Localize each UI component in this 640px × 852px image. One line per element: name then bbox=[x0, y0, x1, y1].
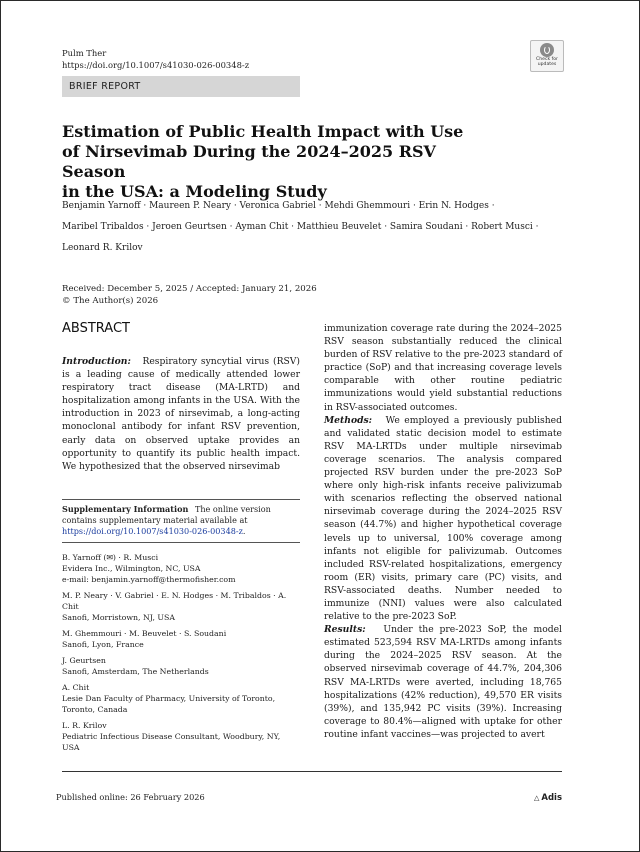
supplementary-info bbox=[62, 499, 300, 543]
methods-label: Methods bbox=[324, 414, 369, 426]
supplementary-text: The online version contains supplementary material available at bbox=[62, 504, 271, 525]
author-line: Leonard R. Krilov bbox=[62, 243, 143, 253]
journal-header bbox=[62, 47, 249, 71]
abstract-right-column bbox=[324, 322, 562, 741]
published-online: Published online: 26 February 2026 bbox=[56, 792, 205, 802]
footer-divider bbox=[62, 771, 562, 772]
introduction-continued: immunization coverage rate during the 2024–2025 RSV season substantially reduced the clinical burden of RSV relative to the pre-2023 standard of practice (SoP) and that increasing coverage levels comparable with other routine pediatric immunizations would yield substantial reductions in RSV-associated outcomes. bbox=[324, 323, 562, 413]
affiliation-names: J. Geurtsen bbox=[62, 656, 106, 665]
affiliation bbox=[62, 720, 300, 753]
methods-paragraph: Methods: We employed a previously published and validated static decision model to estimate RSV MA-LRTDs under multiple nirsevimab coverage scenarios. The analysis compared projected RSV burden under the pre-2023 SoP where only high-risk infants receive palivizumab with scenarios reflecting the observed national nirsevimab coverage during the 2024–2025 RSV season (44.7%) and higher hypothetical coverage levels up to universal, 100% coverage among infants not eligible for palivizumab. Outcomes included RSV-related hospitalizations, emergency room (ER) visits, primary care (PC) visits, and RSV-associated deaths. Number needed to immunize (NNI) values were also calculated relative to the pre-2023 SoP. bbox=[324, 414, 563, 623]
abstract-heading: ABSTRACT bbox=[62, 321, 130, 336]
results-label: Results bbox=[324, 624, 363, 636]
supplementary-label: Supplementary Information bbox=[62, 504, 189, 514]
affiliation-names: M. P. Neary · V. Gabriel · E. N. Hodges · M. Tribaldos · A. Chit bbox=[62, 591, 287, 611]
affiliation bbox=[62, 628, 300, 650]
check-updates-label-2: updates bbox=[537, 62, 557, 67]
copyright: © The Author(s) 2026 bbox=[62, 296, 159, 306]
publisher-logo bbox=[534, 793, 562, 803]
affiliation-names: A. Chit bbox=[62, 683, 90, 692]
affiliation bbox=[62, 655, 300, 677]
affiliation-names: B. Yarnoff (✉) · R. Musci bbox=[62, 553, 159, 562]
received-accepted: Received: December 5, 2025 / Accepted: January 21, 2026 bbox=[62, 284, 317, 294]
affiliation-place: Pediatric Infectious Disease Consultant, Woodbury, NY, USA bbox=[62, 732, 281, 752]
introduction-paragraph: Introduction: Respiratory syncytial virus (RSV) is a leading cause of medically attended lower respiratory tract disease (MA-LRTD) and hospitalization among infants in the USA. With the introduction in 2023 of nirsevimab, a long-acting monoclonal antibody for infant RSV prevention, early data on observed uptake provides an opportunity to quantify its public health impact. We hypothesized that the observed nirsevimab bbox=[62, 356, 300, 472]
check-for-updates-badge[interactable] bbox=[530, 40, 564, 72]
methods-text: We employed a previously published and validated static decision model to estimate RSV MA-LRTDs under multiple nirsevimab coverage scenarios. The analysis compared projected RSV burden under the pre-2023 SoP where only high-risk infants receive palivizumab with scenarios reflecting the observed national nirsevimab coverage during the 2024–2025 RSV season (44.7%) and higher hypothetical coverage levels up to universal, 100% coverage among infants not eligible for palivizumab. Outcomes included RSV-related hospitalizations, emergency room (ER) visits, primary care (PC) visits, and RSV-associated deaths. Number needed to immunize (NNI) values were also calculated relative to the pre-2023 SoP. bbox=[324, 414, 563, 623]
supplementary-link[interactable]: https://doi.org/10.1007/s41030-026-00348-z bbox=[62, 526, 243, 536]
abstract-left-column bbox=[62, 355, 300, 473]
journal-name: Pulm Ther bbox=[62, 48, 107, 58]
affiliation bbox=[62, 682, 300, 715]
paper-title bbox=[62, 122, 502, 202]
affiliation bbox=[62, 590, 300, 623]
author-line: Benjamin Yarnoff · Maureen P. Neary · Veronica Gabriel · Mehdi Ghemmouri · Erin N. Hodges · bbox=[62, 201, 495, 211]
author-line: Maribel Tribaldos · Jeroen Geurtsen · Ayman Chit · Matthieu Beuvelet · Samira Soudani · Robert Musci · bbox=[62, 222, 539, 232]
introduction-text: Respiratory syncytial virus (RSV) is a leading cause of medically attended lower respiratory tract disease (MA-LRTD) and hospitalization among infants in the USA. With the introduction in 2023 of nirsevimab, a long-acting monoclonal antibody for infant RSV prevention, early data on observed uptake provides an opportunity to quantify its public health impact. We hypothesized that the observed nirsevimab bbox=[62, 356, 300, 472]
title-line: in the USA: a Modeling Study bbox=[62, 182, 327, 201]
results-text: Under the pre-2023 SoP, the model estimated 523,594 RSV MA-LRTDs among infants during the 2024–2025 RSV season. At the observed nirsevimab coverage of 44.7%, 204,306 RSV MA-LRTDs were averted, including 18,765 hospitalizations (42% reduction), 49,570 ER visits (39%), and 135,942 PC visits (39%). Increasing coverage to 80.4%—aligned with uptake for other routine infant vaccines—was projected to avert bbox=[324, 624, 562, 740]
doi-link[interactable]: https://doi.org/10.1007/s41030-026-00348-z bbox=[62, 60, 250, 70]
introduction-label: Introduction bbox=[62, 356, 128, 367]
publisher-name: Adis bbox=[541, 793, 563, 803]
title-line: Estimation of Public Health Impact with Use bbox=[62, 122, 464, 141]
affiliation-place: Sanofi, Morristown, NJ, USA bbox=[62, 613, 175, 622]
affiliation-names: M. Ghemmouri · M. Beuvelet · S. Soudani bbox=[62, 629, 227, 638]
supplementary-link-suffix: . bbox=[242, 526, 246, 536]
adis-triangle-icon: △ bbox=[534, 794, 540, 802]
check-updates-icon bbox=[540, 43, 554, 57]
affiliation-place: Sanofi, Amsterdam, The Netherlands bbox=[62, 667, 209, 676]
article-dates bbox=[62, 283, 317, 307]
affiliation-place: Sanofi, Lyon, France bbox=[62, 640, 144, 649]
author-list bbox=[62, 196, 542, 259]
affiliation-place: Evidera Inc., Wilmington, NC, USA bbox=[62, 564, 201, 573]
affiliations bbox=[62, 552, 300, 758]
section-label: BRIEF REPORT bbox=[62, 76, 300, 97]
affiliation-names: L. R. Krilov bbox=[62, 721, 107, 730]
affiliation bbox=[62, 552, 300, 585]
affiliation-place: Lesie Dan Faculty of Pharmacy, University of Toronto, Toronto, Canada bbox=[62, 694, 276, 714]
affiliation-email[interactable]: e-mail: benjamin.yarnoff@thermofisher.com bbox=[62, 575, 236, 584]
check-updates-label-1: Check for bbox=[536, 57, 558, 62]
results-paragraph: Results: Under the pre-2023 SoP, the model estimated 523,594 RSV MA-LRTDs among infants during the 2024–2025 RSV season. At the observed nirsevimab coverage of 44.7%, 204,306 RSV MA-LRTDs were averted, including 18,765 hospitalizations (42% reduction), 49,570 ER visits (39%), and 135,942 PC visits (39%). Increasing coverage to 80.4%—aligned with uptake for other routine infant vaccines—was projected to avert bbox=[324, 624, 562, 740]
title-line: of Nirsevimab During the 2024–2025 RSV Season bbox=[62, 142, 436, 181]
